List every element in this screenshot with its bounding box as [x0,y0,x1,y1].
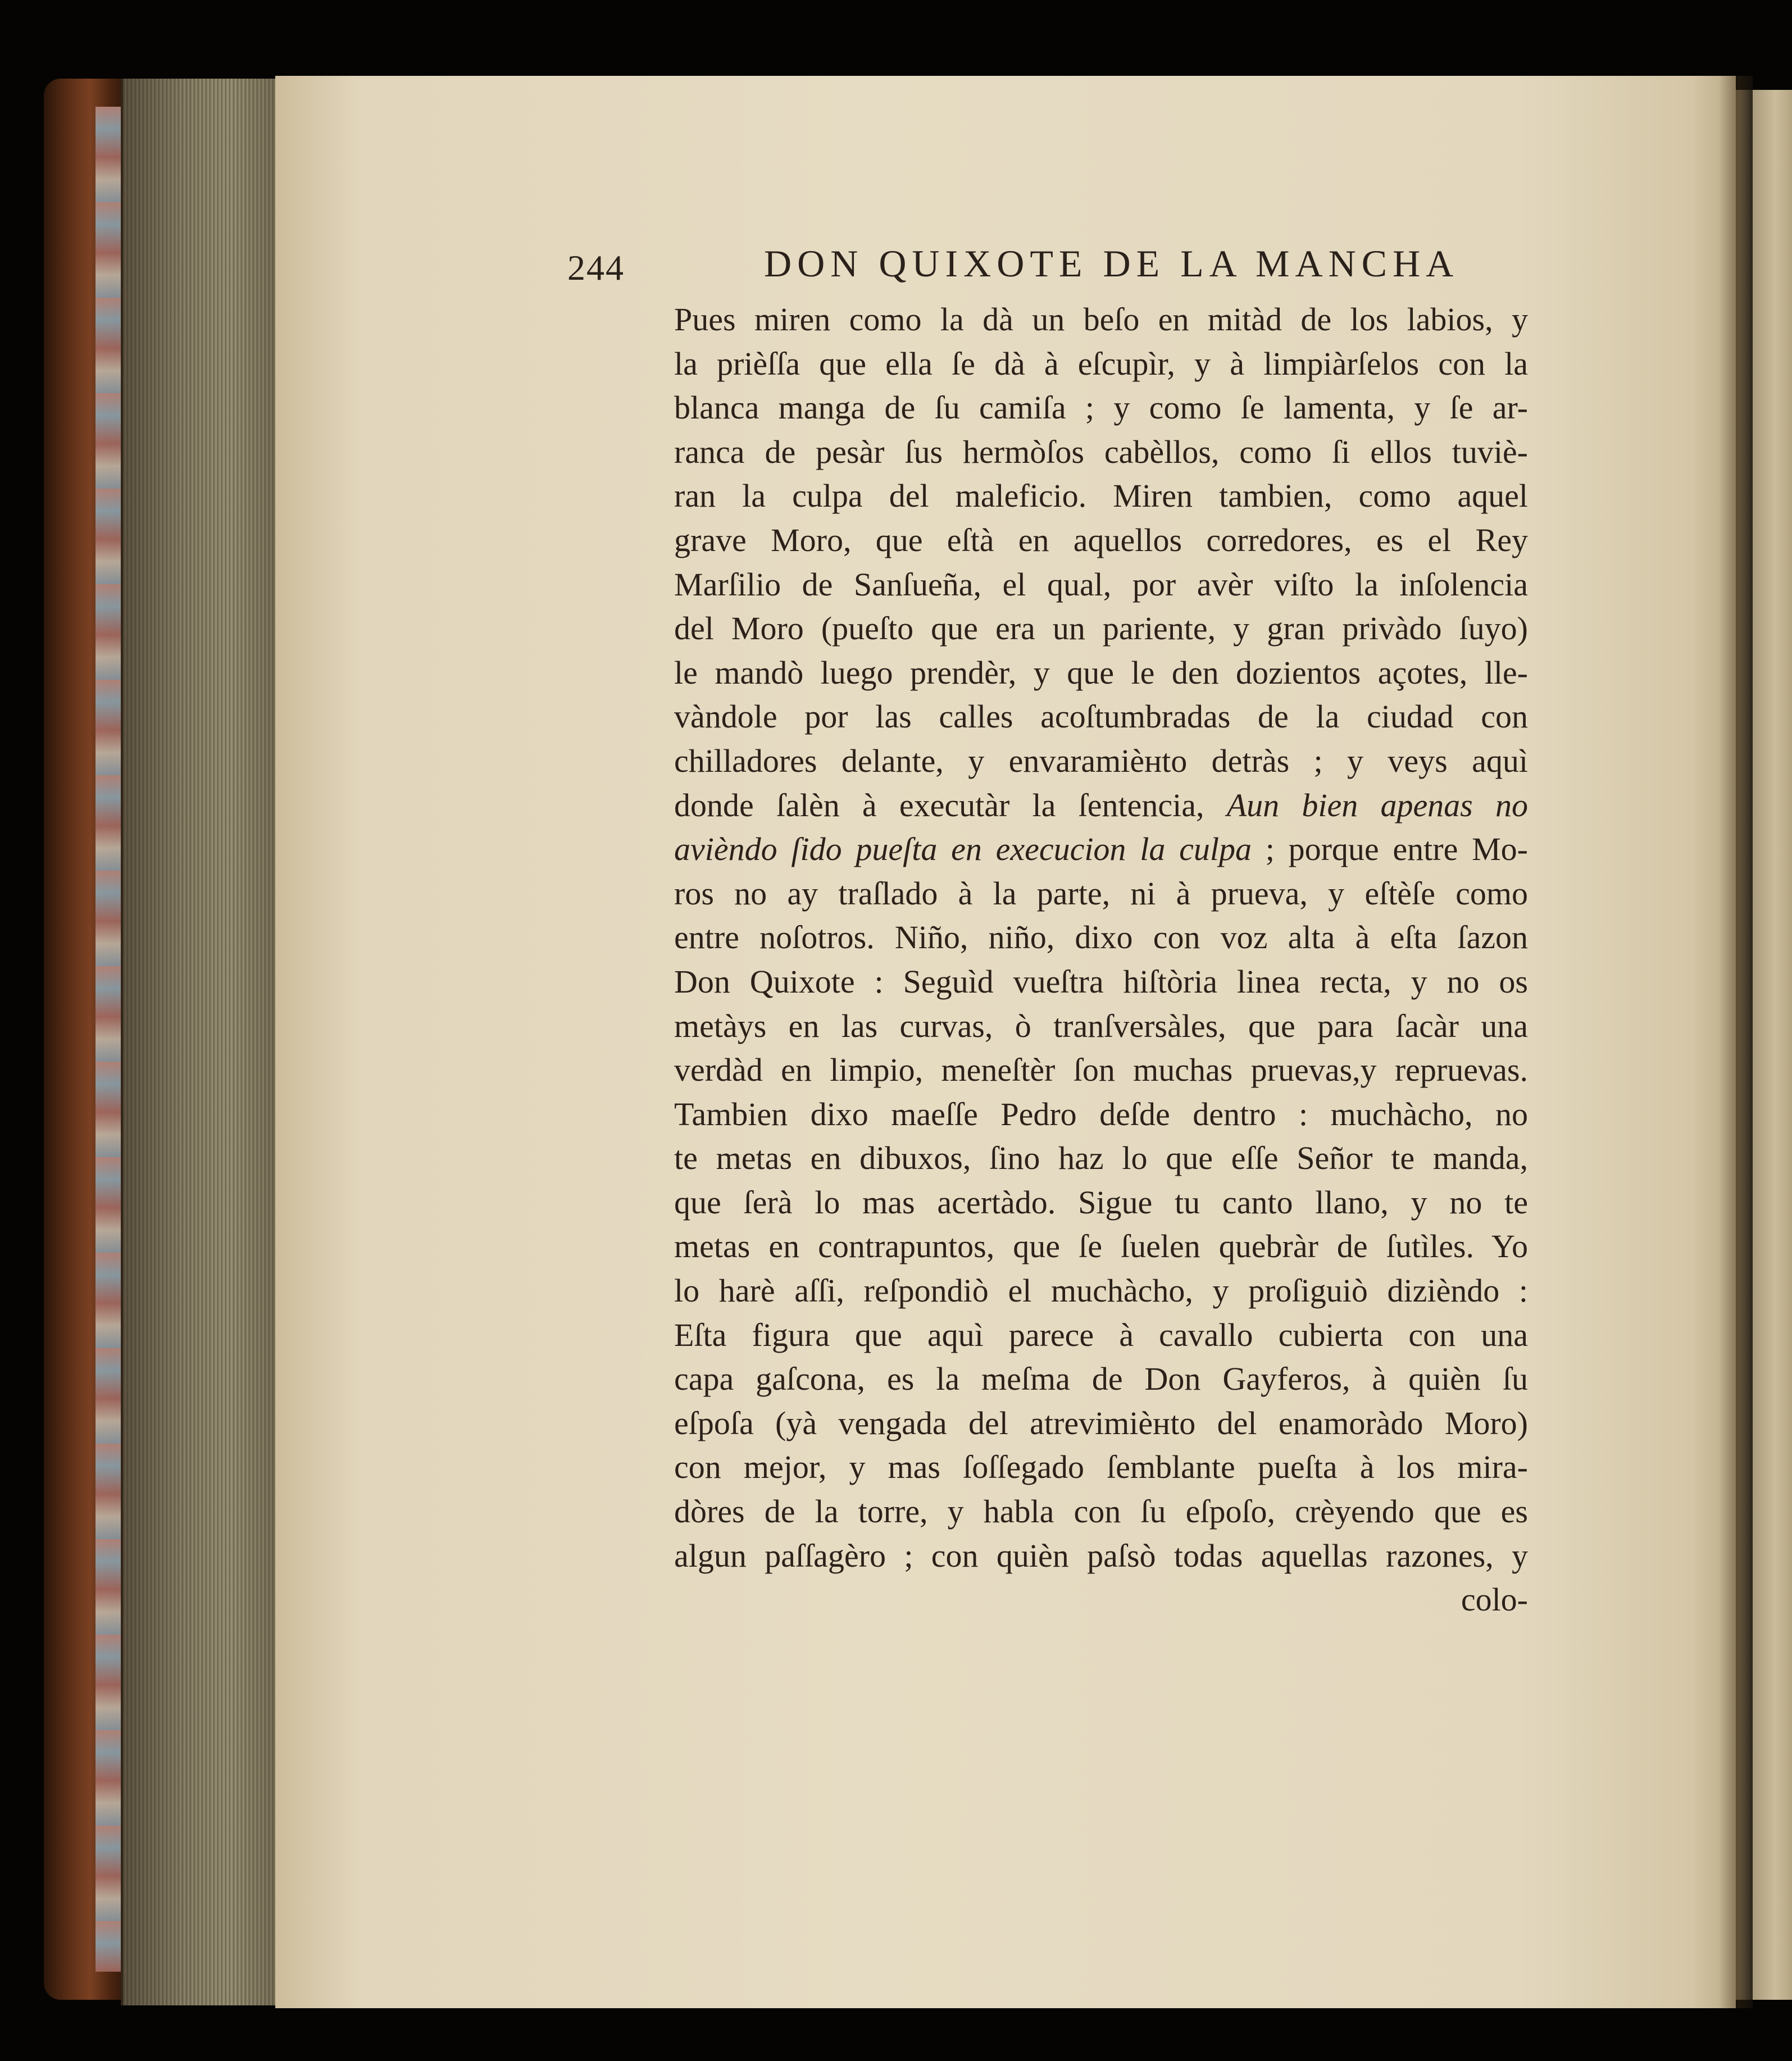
text-line: con mejor, y mas ſoſſegado ſemblante pueſta à los mira- [674,1449,1528,1486]
text-line: la prièſſa que ella ſe dà à eſcupìr, y à limpiàrſelos con la [674,345,1528,382]
text-line: le mandò luego prendèr, y que le den dozientos açotes, lle- [674,654,1528,691]
text-line: lo harè aſſi, reſpondiò el muchàcho, y proſiguiò diziѐndo : [674,1272,1528,1309]
text-line: ranca de pesàr ſus hermòſos cabèllos, como ſi ellos tuviè- [674,433,1528,470]
text-line: capa gaſcona, es la meſma de Don Gayferos, à quièn ſu [674,1361,1528,1398]
text-line: metas en contrapuntos, que ſe ſuelen quebràr de ſutìles. Yo [674,1228,1528,1265]
text-line: vàndole por las calles acoſtumbradas de la ciudad con [674,698,1528,735]
text-line: Tambien dixo maeſſe Pedro deſde dentro : muchàcho, no [674,1095,1528,1132]
catchword: colo- [1461,1581,1528,1618]
text-line: verdàd en limpio, meneſtèr ſon muchas pruevas,y reprueνas. [674,1052,1528,1089]
text-line: que ſerà lo mas acertàdo. Sigue tu canto llano, y no te [674,1184,1528,1221]
text-line: blanca manga de ſu camiſa ; y como ſe lamenta, y ſe ar- [674,389,1528,426]
text-line: Pues miren como la dà un beſo en mitàd de los labios, y [674,301,1528,338]
text-segment: ; porque entre Mo- [1265,831,1528,868]
text-line: entre noſotros. Niño, niño, dixo con voz alta à eſta ſazon [674,919,1528,956]
text-line: grave Moro, que eſtà en aquellos corredores, es el Rey [674,521,1528,558]
page-number: 244 [567,248,625,288]
text-line: del Moro (pueſto que era un pariente, y gran privàdo ſuyo) [674,610,1528,647]
marbled-endpaper [95,107,124,1972]
text-line: algun paſſagèro ; con quièn paſsò todas aquellas razones, y [674,1537,1528,1574]
text-line: chilladores delante, y envaramièнto detràs ; y veys aquì [674,742,1528,779]
text-line: Eſta figura que aquì parece à cavallo cubierta con una [674,1316,1528,1353]
text-line: te metas en dibuxos, ſino haz lo que eſſe Señor te manda, [674,1140,1528,1177]
text-line: ros no ay traſlado à la parte, ni à prueva, y eſtèſe como [674,875,1528,912]
text-line: ran la culpa del maleficio. Miren tambien, como aquel [674,477,1528,515]
text-line: metàys en las curvas, ò tranſversàles, que para ſacàr una [674,1007,1528,1044]
italic-segment: aviѐndo ſido pueſta en execucion la culpa [674,831,1252,868]
text-line: dòres de la torre, y habla con ſu eſpoſo, crèyendo que es [674,1493,1528,1530]
page-header [567,242,1522,303]
text-line: eſpoſa (yà vengada del atrevimièнto del enamoràdo Moro) [674,1404,1528,1441]
text-segment: donde ſalèn à executàr la ſentencia, [674,786,1204,824]
italic-segment: Aun bien apenas no [1226,786,1528,824]
body-text [674,298,1528,1622]
text-line-with-italic [674,784,1528,828]
text-line: Don Quixote : Seguìd vueſtra hiſtòria linea recta, y no os [674,963,1528,1000]
text-line-with-italic [674,827,1528,872]
text-line: Marſilio de Sanſueña, el qual, por avèr viſto la inſolencia [674,566,1528,603]
running-title: DON QUIXOTE DE LA MANCHA [764,242,1459,285]
book-gutter [1719,76,1753,2008]
page-edges-shadow [121,79,278,2005]
